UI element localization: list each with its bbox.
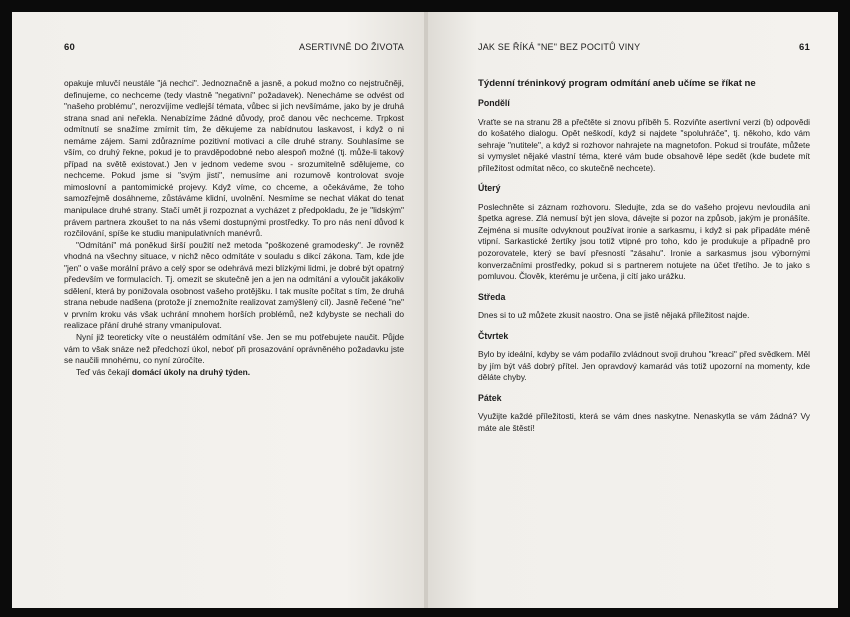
closing-text: Teď vás čekají: [76, 366, 132, 377]
left-page-header: [64, 42, 404, 53]
book-spread: [12, 12, 838, 608]
day-heading-monday: Pondělí: [478, 98, 510, 108]
right-page: [428, 12, 838, 608]
day-heading-tuesday: Úterý: [478, 183, 501, 194]
left-page-body: [64, 78, 404, 378]
paragraph: Nyní již teoreticky víte o neustálém odmítání vše. Jen se mu potřebujete naučit. Půjde vám to však snáze než předchozí úkol, neboť při prosazování oprávněného požadavku jste se naučili mnohému, co nyní zúročíte.: [64, 332, 404, 366]
section-title: Týdenní tréninkový program odmítání aneb učíme se říkat ne: [478, 78, 756, 89]
day-heading-thursday: Čtvrtek: [478, 330, 509, 341]
page-number: 61: [799, 42, 810, 53]
paragraph: "Odmítání" má poněkud širší použití než metoda "poškozené gramodesky". Je rovněž vhodná na všechny situace, v nichž něco odmítáte v souladu s dikcí zákona. Tam, kde jde "jen" o vaše morální právo a celý spor se odehrává mezi blízkými lidmi, je dobré být opatrný především ve formulacích. Tj. omezit se skutečně jen a jen na odmítání a vyloučit jakákoliv sdělení, která by ponižovala osobnost vašeho protějšku. I tak musíte počítat s tím, že druhá strana nebude nadšena (protože jí znemožníte realizovat zamýšlený cíl). Jasně řečené "ne" v prvním kroku vás však uchrání mnohem horších problémů, než kdybyste se nechali do realizace přání druhé strany vmanipulovat.: [64, 239, 404, 331]
day-text-tuesday: Poslechněte si záznam rozhovoru. Sledujte, zda se do vašeho projevu nevloudila ani špetka agrese. Zlá nemusí být jen slova, dávejte si pozor na způsob, jakým je pronášíte. Zejména si musíte odvyknout používat ironie a sarkasmu, i když si pak připadáte méně vtipní. Sarkastické žertíky jsou totiž vtipné pro toho, kdo je produkuje a případně pro pozorovatele, který se baví přesností "zásahu". Ironie a sarkasmus jsou výbornými konverzačními prostředky, pokud si s partnerem notujete na účet třetího. Je to jako s pomluvou. Člověk, kterému je určena, ji cítí jako urážku.: [478, 201, 810, 282]
running-head: JAK SE ŘÍKÁ "NE" BEZ POCITŮ VINY: [478, 42, 641, 52]
day-text-thursday: Bylo by ideální, kdyby se vám podařilo zvládnout svoji druhou "kreaci" před svědkem. Měl by jím být váš dobrý přítel. Jen opravdový kamarád vás totiž upozorní na momenty, kde děláte chyby.: [478, 349, 810, 383]
paragraph: opakuje mluvčí neustále "já nechci". Jednoznačně a jasně, a pokud možno co nejstručněji, definujeme, co nechceme (tedy vlastně "negativní" požadavek). Nenecháme se odvést od "našeho problému", nerozvíjíme vedlejší témata, vůbec si jich nevšímáme, jako by je druhá strana snad ani neřekla. Nenabízíme žádné důvody, proč danou věc nechceme. Trpkost odmítnutí se snažíme zmírnit tím, že děkujeme za nabídnutou laskavost, i když o ni nemáme zájem. Sami zdůrazníme pozitivní motivaci a cíle druhé strany. Souhlasíme se vším, co druhý řekne, pokud je to pravděpodobné nebo alespoň možné (tj. může-li takový případ na světě existovat.) Jen v jednom vedeme svou - srozumitelně sdělujeme, co nechceme. Pokud jsme si "svým jisti", nemusíme ani rozumově kontrolovat svoje mimoslovní a pantomimické projevy. Když víme, co chceme, a očekáváme, že toho samozřejmě dosáhneme, zůstáváme klidní, uvolnění. Nesmíme se nechat vlákat do tenat manipulace druhé strany. Stačí umět ji rozpoznat a vycházet z předpokladu, že je "lidským" právem partnera zkoušet to na nás všemi dostupnými prostředky. To pro nás není důvod k rozčilování, spíše ke studiu manipulativních manévrů.: [64, 78, 404, 239]
closing-line: [64, 367, 404, 379]
day-heading-wednesday: Středa: [478, 291, 506, 302]
day-text-wednesday: Dnes si to už můžete zkusit naostro. Ona se jistě nějaká příležitost najde.: [478, 310, 750, 321]
homework-emphasis: domácí úkoly na druhý týden.: [131, 366, 251, 377]
running-head: ASERTIVNĚ DO ŽIVOTA: [299, 42, 404, 52]
day-text-monday: Vraťte se na stranu 28 a přečtěte si znovu příběh 5. Rozviňte asertivní verzi (b) odpovědi do košatého dialogu. Opět neškodí, když si najdete "spoluhráče", tj. někoho, kdo vám sehraje "nutitele", a když si rozhovor nahrajete na magnetofon. Pokud si troufáte, můžete si vymyslet nějaké vlastní téma, které vám bude obsahově lépe sedět (kde budete mít příležitost odmítat něco, co skutečně nechcete).: [478, 116, 810, 173]
day-text-friday: Využijte každé příležitosti, která se vám dnes naskytne. Nenaskytla se vám žádná? Vy máte ale štěstí!: [478, 411, 810, 434]
right-page-header: [478, 42, 810, 53]
day-heading-friday: Pátek: [478, 392, 502, 403]
right-page-body: [478, 78, 810, 435]
page-number: 60: [64, 42, 75, 53]
left-page: [12, 12, 428, 608]
